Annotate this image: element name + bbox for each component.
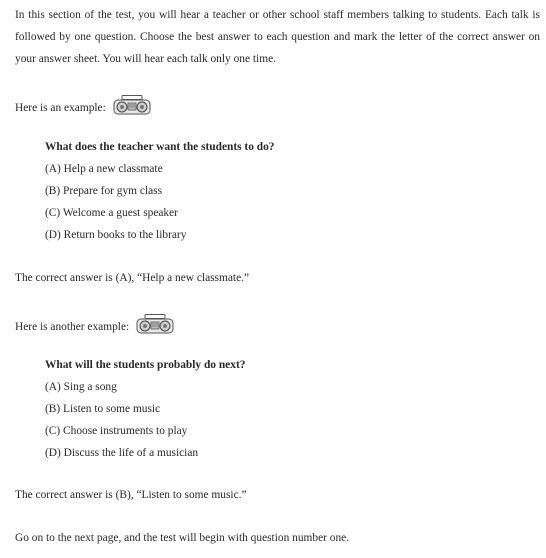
example-1-option-d: (D) Return books to the library bbox=[45, 229, 187, 241]
example-1-lead-text: Here is an example: bbox=[15, 101, 106, 114]
example-2-option-b: (B) Listen to some music bbox=[45, 403, 161, 415]
example-2-lead bbox=[15, 313, 175, 340]
example-1-answer: The correct answer is (A), “Help a new classmate.” bbox=[15, 272, 250, 284]
example-1-option-a: (A) Help a new classmate bbox=[45, 163, 163, 175]
example-2-option-a: (A) Sing a song bbox=[45, 381, 117, 393]
example-2-question: What will the students probably do next? bbox=[45, 359, 246, 371]
radio-icon bbox=[112, 94, 152, 121]
example-1-question: What does the teacher want the students to do? bbox=[45, 141, 275, 153]
example-2-lead-text: Here is another example: bbox=[15, 320, 130, 333]
radio-icon bbox=[135, 313, 175, 340]
section-intro: In this section of the test, you will hear a teacher or other school staff members talking to students. Each talk is followed by one question. Choose the best answer to each question and mark the letter of the correct answer on your answer sheet. You will hear each talk only one time. bbox=[15, 9, 540, 65]
example-2-answer: The correct answer is (B), “Listen to some music.” bbox=[15, 489, 247, 501]
example-1-option-b: (B) Prepare for gym class bbox=[45, 185, 163, 197]
example-1-option-c: (C) Welcome a guest speaker bbox=[45, 207, 178, 219]
example-1-lead bbox=[15, 94, 152, 121]
example-2-option-c: (C) Choose instruments to play bbox=[45, 425, 188, 437]
closing-instruction: Go on to the next page, and the test will begin with question number one. bbox=[15, 532, 350, 544]
example-2-option-d: (D) Discuss the life of a musician bbox=[45, 447, 199, 459]
